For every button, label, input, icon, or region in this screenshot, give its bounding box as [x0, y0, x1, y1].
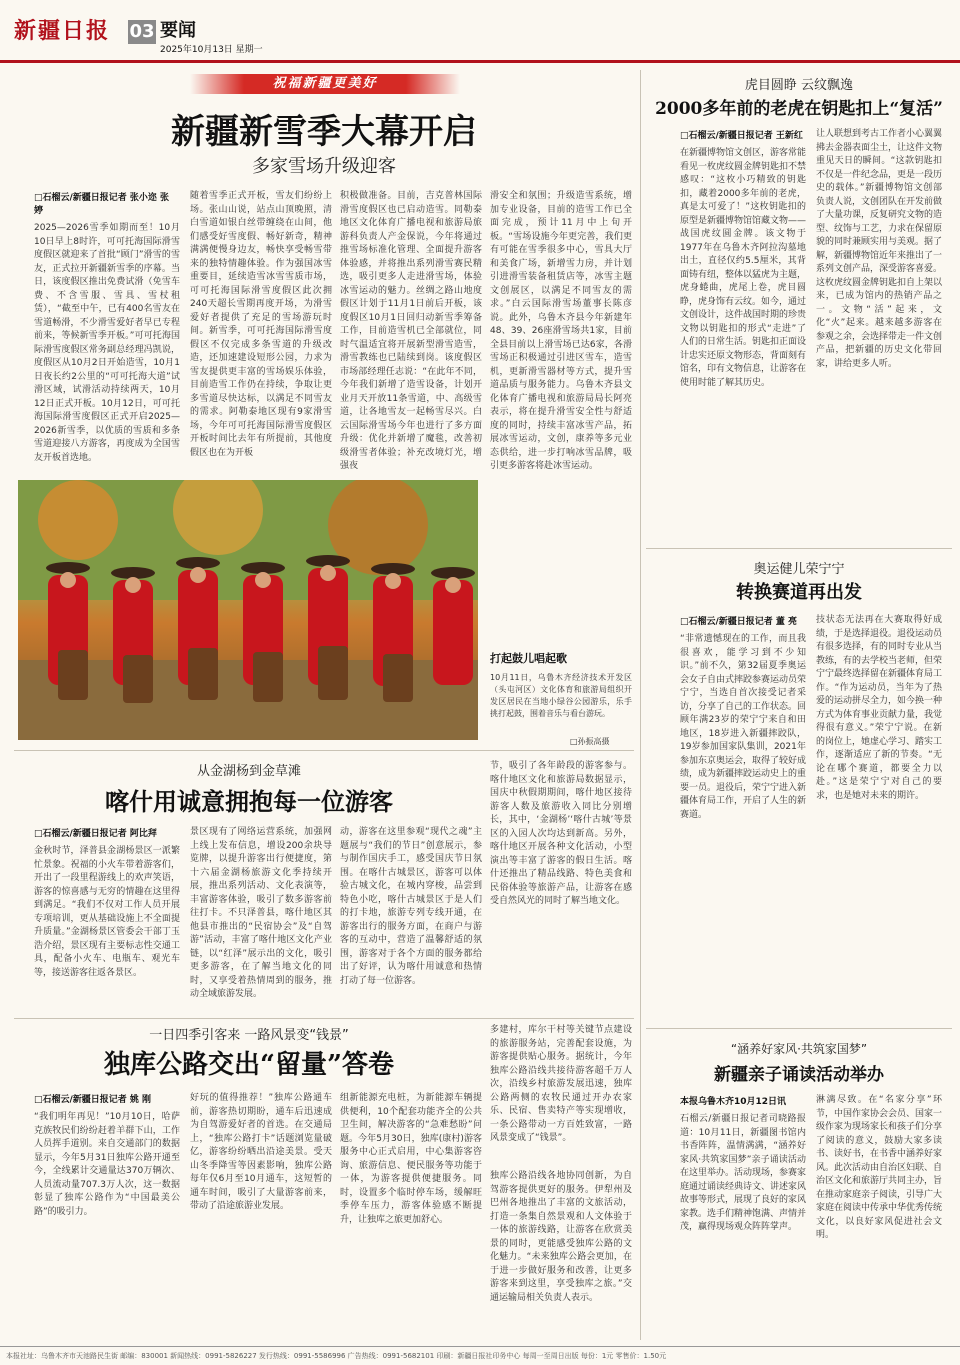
article-text: 淋漓尽致。在“名家分享”环节，中国作家协会会员、国家一级作家为现场家长和孩子们分享了阅读的意义，鼓励大家多读书、读好书，在书香中涵养好家风。此次活动由自治区妇联、自治区文化和旅游厅共同主办，旨在推动家庭亲子阅读，引导广大家庭在阅读中传承中华优秀传统文化，以良好家风促进社会文明。 [816, 1095, 942, 1240]
drummers-illustration [18, 480, 478, 740]
masthead [0, 0, 960, 63]
headline-reading: 新疆亲子诵读活动举办 [714, 1065, 884, 1085]
article-text: 动，游客在这里参观“现代之魂”主题展与“我们的节日”创意展示，参与制作国庆手工，感受国庆节日氛围。在喀什古城景区，游客可以体验古城文化，在城内穿梭，品尝到特色小吃，喀什古城景区于是人们的打卡地，旅游专列专线开通，在游客出行的服务方面，在商户与游客的互动中，营造了温馨舒适的氛围，游客对于各个方面的服务都给出了好评，认为喀什用诚意和热情打动了每一位游客。 [340, 827, 482, 986]
article-text: 景区现有了网络运营系统，加强网上线上发布信息，增设200余块导览牌，以提升游客出行便捷度，第十六届金湖杨旅游文化季持续开展，推出系列活动、文化表演等，丰富游客体验，吸引了数多游客前往打卡。不只泽普县，喀什地区其他县市推出的“民宿协会”及“自驾游”活动，丰富了喀什地区文化产业链，以“红泽”展示出的文化，吸引更多游客，在了解当地文化的同时，又享受着热情周到的服务，推动全域旅游发展。 [190, 827, 332, 999]
photo-caption: 10月11日，乌鲁木齐经济技术开发区（头屯河区）文化体育和旅游局组织开发区居民在当地小绿谷公园游乐，乐手挑打起鼓，围着音乐与看台游玩。 [490, 673, 632, 718]
article-text: 组新能源充电桩，为新能源车辆提供便利，10个配套功能齐全的公共卫生间，解决游客的“急难愁盼”问题。今年5月30日，独库(康村)游客服务中心正式启用，中心集游客咨询、旅游信息、便民服务等功能于一体，为游客提供便捷服务。同时，设置多个临时停车场，缓解旺季停车压力，游客体验感不断提升，让独库之旅更加舒心。 [340, 1093, 482, 1225]
article-text: 独库公路沿线各地协同创新，为自驾游客提供更好的服务。伊犁州及巴州各地推出了丰富的文旅活动，打造一条集自然景观和人文体验于一体的旅游线路，让游客在欣赏美景的同时，更能感受独库公路的文化魅力。“未来独库公路会更加，在于进一步做好服务和改善，让更多游客来到这里，享受独库之旅。”交通运输局相关负责人表示。 [490, 1171, 632, 1303]
headline-olympic: 转换赛道再出发 [736, 582, 862, 603]
article-text: 技状态无法再在大赛取得好成绩，于是选择退役。退役运动员有很多选择，有的同时专业从当教练，有的去学校当老师，但荣宁宁最终选择留在新疆体育局工作。“作为运动员，当年为了热爱的运动拼尽全力，如今换一种方式为体育事业贡献力量，我觉得很有意义。”荣宁宁说。在新的岗位上，她虚心学习、踏实工作，逐渐适应了新的节奏。“无论在哪个赛道，都要全力以赴。”这是荣宁宁对自己的要求，也是她对未来的期许。 [816, 615, 942, 801]
article-column [34, 826, 180, 1005]
photo-title: 打起鼓儿唱起歌 [490, 652, 567, 665]
article-column [680, 128, 806, 537]
news-photo [18, 480, 478, 740]
section-divider [14, 1018, 634, 1019]
byline: □石榴云/新疆日报记者 张小迩 张 婷 [34, 193, 170, 216]
article-text: “非常遗憾现在的工作，而且我很喜欢，能学习到不少知识。”前不久，第32届夏季奥运会女子自由式摔跤参赛运动员荣宁宁，当选自首次接受记者采访，分享了自己的工作状态。回顾年满23岁的荣宁宁来自和田地区，18岁进入新疆摔跤队，19岁参加国家队集训，2021年参加东京奥运会，取得了较好成绩，成为新疆摔跤运动史上的重要一员。退役后，荣宁宁进入新疆体育局工作，开启了人生的新赛道。 [680, 634, 806, 820]
page-footer: 本报社址：乌鲁木齐市天池路民生街 邮编：830001 新闻热线：0991-5826227 发行热线：0991-5586996 广告热线：0991-5682101 印刷：新疆日报社印务中心 每周一至周日出版 每份：1元 零售价：1.50元 [0, 1346, 960, 1365]
kicker-olympic: 奥运健儿荣宁宁 [753, 562, 845, 577]
article-text: 节，吸引了各年龄段的游客参与。喀什地区文化和旅游局数据显示，国庆中秋假期期间，喀什地区接待游客人数及旅游收入同比分别增长，其中，‘金湖杨’‘喀什古城’等景区的入园人次均达到新高。另外，喀什地区开展各种文化活动，小型演出等丰富了游客的假日生活。喀什还推出了精品线路、特色美食和民俗体验等旅游产品，让游客在感受自然风光的同时了解当地文化。 [490, 761, 632, 906]
headline-road: 独库公路交出“留量”答卷 [104, 1050, 394, 1080]
section-divider [646, 548, 952, 549]
issue-date: 2025年10月13日 星期一 [160, 45, 263, 55]
section-divider [14, 750, 634, 751]
article-text: 多建村，库尔干村等关键节点建设的旅游服务站，完善配套设施，为游客提供贴心服务。据统计，今年独库公路沿线共接待游客超千万人次，沿线乡村旅游发展迅速，独库公路两侧的农牧民通过开办农家乐、民宿、售卖特产等实现增收，一条公路带动一方百姓致富，一路风景变成了“钱景”。 [490, 1025, 632, 1143]
article-text: 让人联想到考古工作者小心翼翼拂去金器表面尘土，让这件文物重见天日的瞬间。“这款钥匙扣不仅是一件纪念品，更是一段历史的载体。”新疆博物馆文创部负责人说，文创团队在开发前做了大量功课，反复研究文物的造型、纹饰与工艺，力求在保留原貌的同时兼顾实用与美观。据了解，新疆博物馆近年来推出了一系列文创产品，深受游客喜爱。这枚虎纹圆金牌钥匙扣自上架以来，已成为馆内的热销产品之一。文物“活”起来，文化“火”起来。越来越多游客在参观之余，会选择带走一件文创产品，把新疆的历史文化带回家，讲给更多人听。 [816, 129, 942, 369]
section-name: 要闻 [160, 20, 196, 41]
byline: □石榴云/新疆日报记者 阿比拜 [34, 829, 157, 839]
article-text: 滑安全和氛围；升级造雪系统，增加专业设备，目前的造雪工作已全面完成，预计11月中上旬开板。“雪场设施今年更完善，我们更有可能在雪季很多中心，雪具大厅和美食广场，新增雪力房，并计划引进滑雪装备租赁店等，冰雪主题文创展区，以满足不同雪友的需求。”白云国际滑雪场董事长陈彦说。此外，乌鲁木齐县今年新建年48、39、26座滑雪场共1家，目前全县目前以上滑雪场已达6家，各滑雪场正积极通过引进区雪车，造雪机，更新滑雪器材等方式，提升雪道品质与服务能力。乌鲁木齐县文化体育广播电视和旅游局局长阿亮表示，将在提升滑雪安全性与舒适度的同时，持续丰富冰雪产品，拓展冰雪运动，文创，康养等多元业态供给，进一步打响冰雪品牌，吸引更多游客将赴冰雪运动。 [490, 191, 632, 471]
article-column [680, 614, 806, 1018]
kicker-kashgar: 从金湖杨到金草滩 [196, 764, 301, 779]
article-text: 随着雪季正式开板，雪友们纷纷上场。张山山说，站点山顶晚照，清白雪道如银白丝带缠绕在山间，他们感受好雪度假、畅好新奇，精神满满便慢身边友，畅快享受畅雪带来的独特情趣体验。作为强国冰雪重要目，延续造雪冰雪雪质市场，可可托海国际滑雪度假区此次拥240天超长雪期再度开场，为滑雪爱好者提供了充足的雪场游玩时间。新雪季，可可托海国际滑雪度假区不仅完成多条雪道的升级改造，还加速建设短形公园，力求为雪友提供更丰富的雪场娱乐体验，目前造雪工作仍在持续，争取让更多雪道尽快达标，以满足不同雪友的需求。阿勒泰地区现有9家滑雪场，今年可可托海国际滑雪度假区开板时间比去年有所提前，其他度假区也在为开板 [190, 191, 332, 458]
kicker-tiger: 虎目圆睁 云纹飘逸 [744, 78, 854, 93]
article-column [680, 1094, 806, 1333]
headline-kashgar: 喀什用诚意拥抱每一位游客 [105, 787, 393, 816]
byline: 本报乌鲁木齐10月12日讯 [680, 1097, 787, 1107]
kicker-reading: “涵养好家风·共筑家国梦” [730, 1042, 868, 1056]
photo-credit: □孙振高摄 [570, 737, 610, 746]
byline: □石榴云/新疆日报记者 姚 刚 [34, 1095, 152, 1105]
subheadline-snow: 多家雪场升级迎客 [252, 156, 396, 177]
article-text: 石榴云/新疆日报记者司晓路报道：10月11日，新疆图书馆内书香阵阵，温情满满，“涵养好家风·共筑家国梦”亲子诵读活动在这里举办。活动现场，参赛家庭通过诵读经典诗文、讲述家风故事等形式，展现了良好的家风家教。选手们精神饱满、声情并茂，赢得现场观众阵阵掌声。 [680, 1114, 806, 1232]
topic-ribbon: 祝福新疆更美好 [190, 74, 460, 94]
kicker-road: 一日四季引客来 一路风景变“钱景” [149, 1028, 349, 1043]
byline: □石榴云/新疆日报记者 董 亮 [680, 617, 798, 627]
article-text: 在新疆博物馆文创区，游客常能看见一枚虎纹圆金牌钥匙扣不禁感叹：“这枚小巧精致的钥匙扣，藏着2000多年前的老虎，真是太可爱了！”这枚钥匙扣的原型是新疆博物馆馆藏文物——战国虎纹圆金牌。该文物于1977年在乌鲁木齐阿拉沟墓地出土，直径仅约5.5厘米，其背面铸有纽，整体以猛虎为主题，虎身蜷曲，虎尾上卷，虎目圆睁，虎身饰有云纹。如今，通过文创设计，这件战国时期的珍贵文物以钥匙扣的形式“走进”了人们的日常生活。钥匙扣正面设计忠实还原文物形态，背面刻有馆名，印有文物信息，让游客在使用时能了解其历史。 [680, 148, 806, 388]
section-divider [646, 1028, 952, 1029]
article-text: 积极做准备。目前，吉克普林国际滑雪度假区也已启动造雪。同勒泰地区文化体育广播电视和旅游局旅游科负责人产金保说，今年将通过推雪场标准化管理、全面提升游客体验感，并将推出系列滑雪赛民精选，吸引更多人走进滑雪场，体验冰雪运动的魅力。丝绸之路山地度假区计划于11月1日前后开板，该度假区10月1日回归动新雪季筹备工作，目前造雪机已全部就位，同时气温适宜将开展新型滑雪造雪，滑雪教练也已陆续到岗。该度假区市场部经理任志说：“在此年不同，今年我们新增了造雪设备，计划开业月天开放11条雪道，中、高级雪道，让各地雪友一起畅雪尽兴。白云国际滑雪场今年也进行了多方面升级：优化并新增了魔毯，改善初级滑雪者体验；补充改境灯光，增强夜 [340, 191, 482, 470]
byline: □石榴云/新疆日报记者 王新红 [680, 131, 803, 141]
page-number: 03 [129, 21, 155, 42]
article-column [34, 190, 180, 467]
article-column [34, 1092, 180, 1331]
headline-snow: 新疆新雪季大幕开启 [171, 112, 477, 152]
column-divider [640, 70, 641, 1340]
newspaper-logo: 新疆日报 [14, 18, 111, 44]
article-text: “我们明年再见！”10月10日，哈萨克族牧民们纷纷赶着羊群下山，工作人员挥手道别。来自交通部门的数据显示，今年5月31日独库公路开通至今，全线累计交通量达370万辆次、人员流动量707.3万人次，这一数据彰显了独库公路作为“中国最美公路”的吸引力。 [34, 1112, 180, 1217]
article-text: 金秋时节，泽普县金湖杨景区一派繁忙景象。祝福的小火车带着游客们，开出了一段里程游线上的欢声笑语，游客的惊喜感与无穷的情趣在这里得到满足。“我们不仅对工作人员开展专项培训，更从基础设施上不全面提升质量。”金湖杨景区管委会干部丁玉浩介绍，景区现有主要标志性交通工具，配备小火车、电瓶车、观光车等，接送游客往返各景区。 [34, 846, 180, 978]
article-text: 好玩的值得推荐！”独库公路通车前，游客热切期盼，通车后迅速成为自驾游爱好者的首选。在交通局上，“独库公路打卡”话题浏览量破亿，游客纷纷晒出沿途美景。受天山冬季降雪等因素影响，独库公路每年仅6月至10月通车，这短暂的通车时间，吸引了大量游客前来，带动了沿途旅游业发展。 [190, 1093, 332, 1211]
headline-tiger: 2000多年前的老虎在钥匙扣上“复活” [655, 99, 943, 119]
article-text: 2025—2026雪季如期而至！10月10日早上8时许，可可托海国际滑雪度假区就迎来了首批“顾门”滑雪的雪友，正式拉开新疆新雪季的序幕。当日，该度假区推出免费试滑（免雪车费、不含雪服、雪具、雪杖租赁），“截至中午，已有400名雪友在雪道畅滑，不少滑雪爱好者早已专程前来，等候新雪季开板。”可可托海国际滑雪度假区常务副总经理冯凯说，度假区从10月2日开始造雪，10月1日夜长约2公里的“可可托海大道”试滑区域，试滑活动持续两天，10月12日正式开板。10月12日，可可托海国际滑雪度假区正式开启2025—2026新雪季，以优质的雪质和多条雪道迎接八方游客，再度成为全国雪友开板首选地。 [34, 223, 180, 463]
